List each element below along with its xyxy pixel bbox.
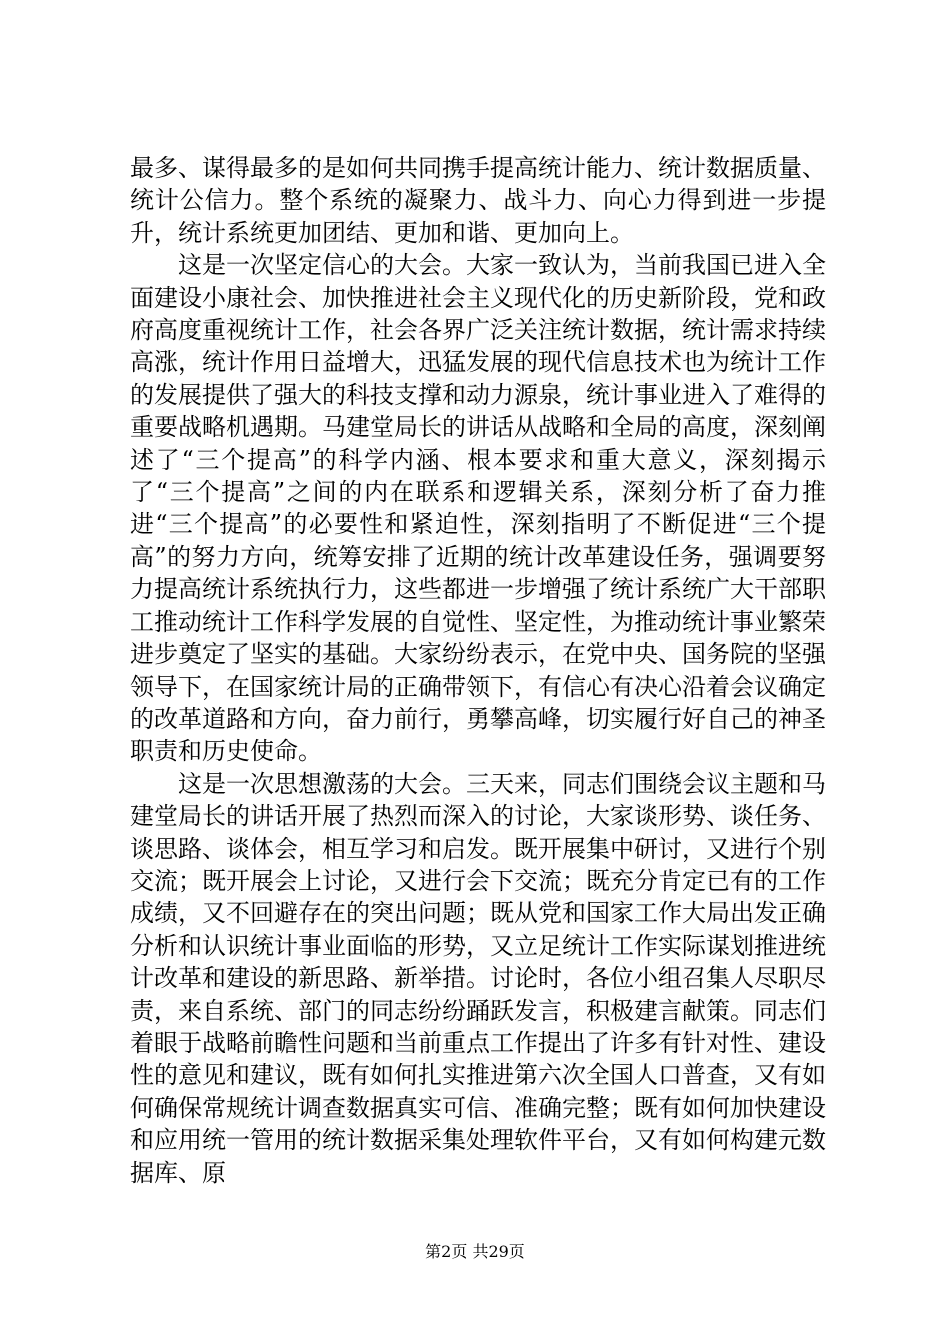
paragraph-2: 这是一次坚定信心的大会。大家一致认为，当前我国已进入全面建设小康社会、加快推进社会主义现代化的历史新阶段，党和政府高度重视统计工作，社会各界广泛关注统计数据，统计需求持续高涨，统计作用日益增大，迅猛发展的现代信息技术也为统计工作的发展提供了强大的科技支撑和动力源泉，统计事业进入了难得的重要战略机遇期。马建堂局长的讲话从战略和全局的高度，深刻阐述了“三个提高”的科学内涵、根本要求和重大意义，深刻揭示了“三个提高”之间的内在联系和逻辑关系，深刻分析了奋力推进“三个提高”的必要性和紧迫性，深刻指明了不断促进“三个提高”的努力方向，统筹安排了近期的统计改革建设任务，强调要努力提高统计系统执行力，这些都进一步增强了统计系统广大干部职工推动统计工作科学发展的自觉性、坚定性，为推动统计事业繁荣进步奠定了坚实的基础。大家纷纷表示，在党中央、国务院的坚强领导下，在国家统计局的正确带领下，有信心有决心沿着会议确定的改革道路和方向，奋力前行，勇攀高峰，切实履行好自己的神圣职责和历史使命。 [130, 251, 826, 766]
document-body [130, 152, 826, 1189]
page-number-footer: 第2页 共29页 [425, 1242, 525, 1261]
paragraph-1: 最多、谋得最多的是如何共同携手提高统计能力、统计数据质量、统计公信力。整个系统的凝聚力、战斗力、向心力得到进一步提升，统计系统更加团结、更加和谐、更加向上。 [130, 154, 826, 247]
paragraph-3: 这是一次思想激荡的大会。三天来，同志们围绕会议主题和马建堂局长的讲话开展了热烈而深入的讨论，大家谈形势、谈任务、谈思路、谈体会，相互学习和启发。既开展集中研讨，又进行个别交流；既开展会上讨论，又进行会下交流；既充分肯定已有的工作成绩，又不回避存在的突出问题；既从党和国家工作大局出发正确分析和认识统计事业面临的形势，又立足统计工作实际谋划推进统计改革和建设的新思路、新举措。讨论时，各位小组召集人尽职尽责，来自系统、部门的同志纷纷踊跃发言，积极建言献策。同志们着眼于战略前瞻性问题和当前重点工作提出了许多有针对性、建设性的意见和建议，既有如何扎实推进第六次全国人口普查，又有如何确保常规统计调查数据真实可信、准确完整；既有如何加快建设和应用统一管用的统计数据采集处理软件平台，又有如何构建元数据库、原 [130, 769, 826, 1187]
